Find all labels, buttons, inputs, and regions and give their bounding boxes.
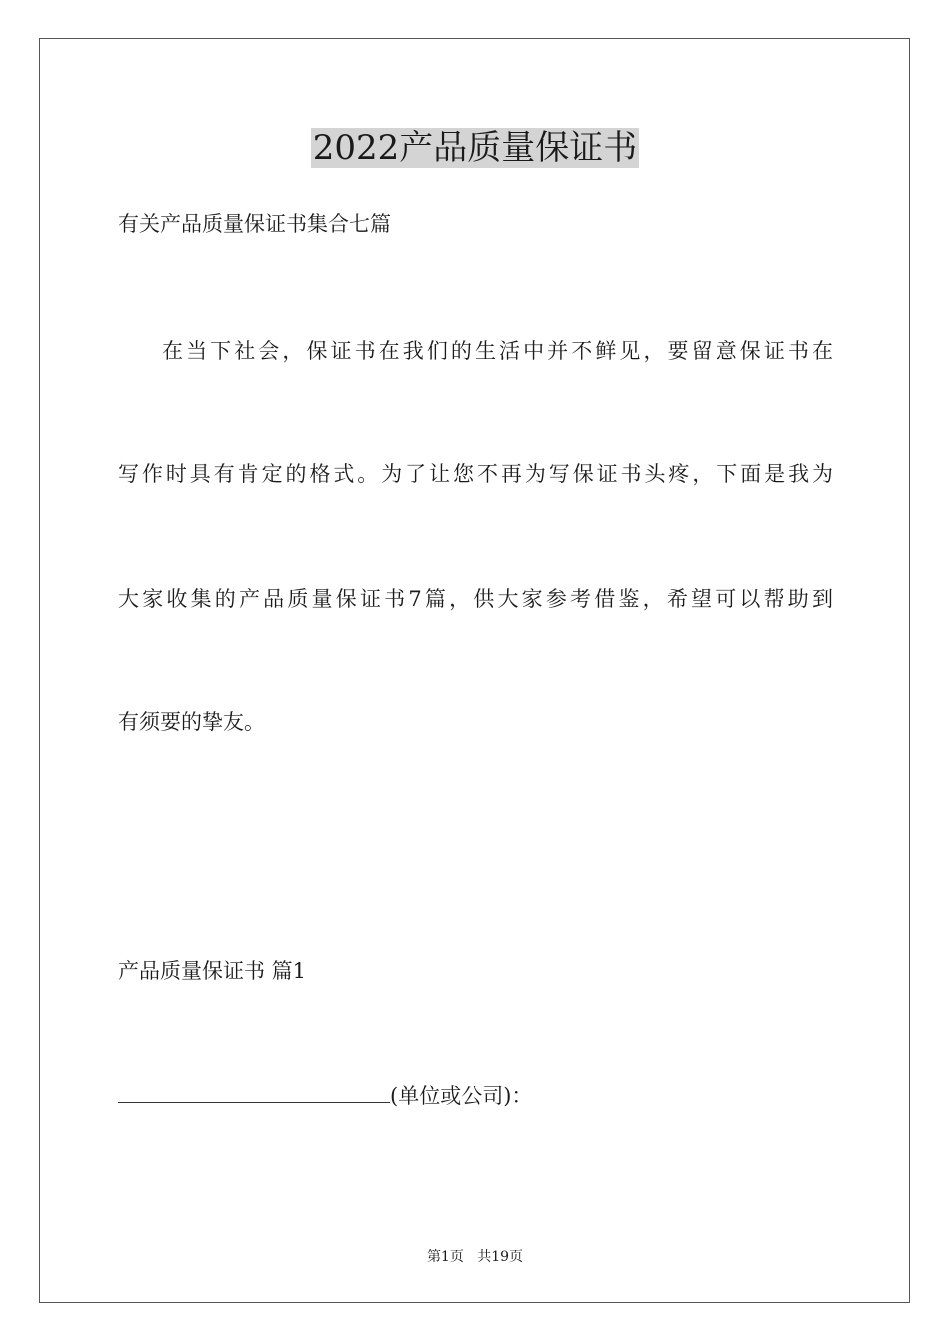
intro-line-2: 写作时具有肯定的格式。为了让您不再为写保证书头疼，下面是我为	[118, 462, 833, 486]
intro-line-4: 有须要的挚友。	[118, 710, 265, 734]
document-title-text: 2022产品质量保证书	[312, 128, 638, 168]
addressee-line	[118, 1080, 833, 1111]
addressee-suffix: (单位或公司)：	[390, 1084, 533, 1108]
addressee-blank	[118, 1080, 390, 1103]
section-heading: 产品质量保证书 篇1	[118, 959, 307, 983]
document-title	[0, 125, 950, 171]
intro-line-1: 在当下社会，保证书在我们的生活中并不鲜见，要留意保证书在	[162, 339, 833, 363]
subtitle: 有关产品质量保证书集合七篇	[118, 212, 391, 236]
page-number: 第1页	[426, 1249, 464, 1265]
page-total: 共19页	[477, 1249, 524, 1265]
page-footer	[0, 1247, 950, 1267]
intro-line-3: 大家收集的产品质量保证书7篇，供大家参考借鉴，希望可以帮助到	[118, 587, 833, 611]
